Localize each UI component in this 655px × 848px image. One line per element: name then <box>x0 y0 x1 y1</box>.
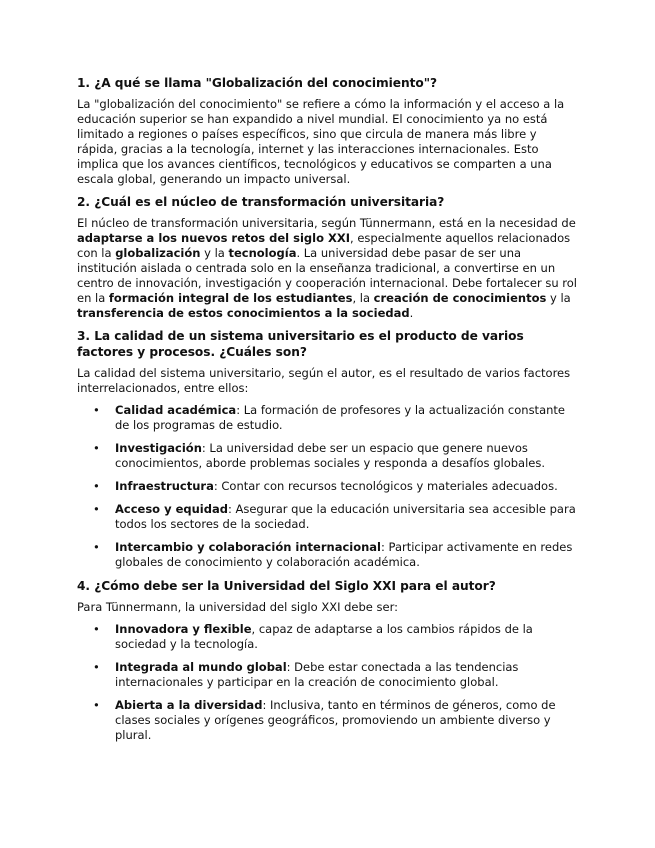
text-run: Para Tünnermann, la universidad del siglo XXI debe ser: <box>77 600 398 614</box>
bullet-icon: • <box>93 698 100 712</box>
section-1-paragraph <box>77 97 579 187</box>
section-4-heading: 4. ¿Cómo debe ser la Universidad del Siglo XXI para el autor? <box>77 579 496 593</box>
list-item <box>77 441 579 471</box>
list-item-title: Infraestructura <box>115 479 214 493</box>
list-item-text: : La formación de profesores y la actualización constante de los programas de estudio. <box>115 403 565 432</box>
list-item <box>77 698 579 743</box>
list-item-text: , capaz de adaptarse a los cambios rápidos de la sociedad y la tecnología. <box>115 622 533 651</box>
list-item-title: Calidad académica <box>115 403 237 417</box>
list-item <box>77 502 579 532</box>
bullet-icon: • <box>93 502 100 516</box>
list-item-text: : La universidad debe ser un espacio que genere nuevos conocimientos, aborde problemas sociales y responda a desafíos globales. <box>115 441 546 470</box>
text-run: El núcleo de transformación universitaria, según Tünnermann, está en la necesidad de <box>77 216 576 230</box>
list-item-title: Integrada al mundo global <box>115 660 287 674</box>
bullet-icon: • <box>93 479 100 493</box>
list-item <box>77 403 579 433</box>
text-run: y la <box>200 246 229 260</box>
section-2-paragraph <box>77 216 579 321</box>
bullet-icon: • <box>93 622 100 636</box>
list-item <box>77 660 579 690</box>
section-4-paragraph <box>77 600 579 615</box>
bold-run: tecnología <box>228 246 297 260</box>
document-page <box>77 75 579 751</box>
list-item-text: : Debe estar conectada a las tendencias internacionales y participar en la creación de conocimiento global. <box>115 660 519 689</box>
list-item-text: : Asegurar que la educación universitaria sea accesible para todos los sectores de la sociedad. <box>115 502 576 531</box>
text-run: , especialmente aquellos relacionados con la <box>77 231 571 260</box>
text-run: , la <box>352 291 374 305</box>
list-item-title: Intercambio y colaboración internacional <box>115 540 381 554</box>
bullet-icon: • <box>93 660 100 674</box>
university-traits-list <box>77 622 579 743</box>
list-item-text: : Inclusiva, tanto en términos de géneros, como de clases sociales y orígenes geográficos, promoviendo un ambiente diverso y plural. <box>115 698 556 742</box>
list-item-text: : Contar con recursos tecnológicos y materiales adecuados. <box>213 479 558 493</box>
text-run: La "globalización del conocimiento" se refiere a cómo la información y el acceso a la educación superior se han expandido a nivel mundial. El conocimiento ya no está limitado a regiones o países específicos, sino que circula de manera más libre y rápida, gracias a la tecnología, internet y las interacciones internacionales. Esto implica que los avances científicos, tecnológicos y educativos se comparten a una escala global, generando un impacto universal. <box>77 97 565 186</box>
bold-run: transferencia de estos conocimientos a la sociedad <box>77 306 410 320</box>
section-3-heading: 3. La calidad de un sistema universitario es el producto de varios factores y procesos. ¿Cuáles son? <box>77 329 524 359</box>
text-run: . La universidad debe pasar de ser una institución aislada o centrada solo en la enseñanza tradicional, a convertirse en un centro de innovación, investigación y cooperación internacional. Debe fortalecer su rol en la <box>77 246 577 305</box>
text-run: La calidad del sistema universitario, según el autor, es el resultado de varios factores interrelacionados, entre ellos: <box>77 366 571 395</box>
bullet-icon: • <box>93 441 100 455</box>
bullet-icon: • <box>93 403 100 417</box>
list-item-text: : Participar activamente en redes globales de conocimiento y colaboración académica. <box>115 540 573 569</box>
list-item <box>77 479 579 494</box>
bold-run: adaptarse a los nuevos retos del siglo XXI <box>77 231 351 245</box>
bold-run: formación integral de los estudiantes <box>108 291 353 305</box>
section-3-paragraph <box>77 366 579 396</box>
bullet-icon: • <box>93 540 100 554</box>
list-item-title: Abierta a la diversidad <box>115 698 263 712</box>
text-run: y la <box>546 291 571 305</box>
bold-run: creación de conocimientos <box>373 291 547 305</box>
list-item <box>77 622 579 652</box>
list-item <box>77 540 579 570</box>
text-run: . <box>409 306 414 320</box>
list-item-title: Investigación <box>115 441 202 455</box>
bold-run: globalización <box>115 246 201 260</box>
section-1-heading: 1. ¿A qué se llama "Globalización del conocimiento"? <box>77 76 438 90</box>
list-item-title: Acceso y equidad <box>115 502 228 516</box>
list-item-title: Innovadora y flexible <box>115 622 252 636</box>
quality-factors-list <box>77 403 579 570</box>
section-2-heading: 2. ¿Cuál es el núcleo de transformación universitaria? <box>77 195 445 209</box>
